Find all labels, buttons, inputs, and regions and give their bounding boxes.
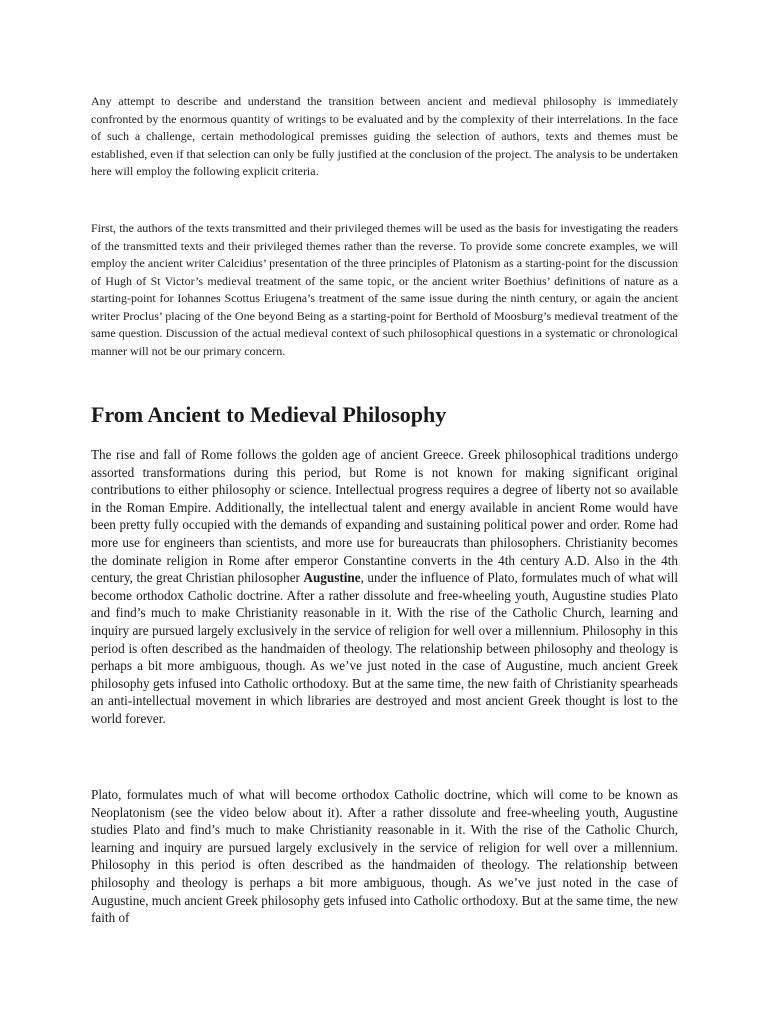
body-paragraph-1 <box>91 446 678 728</box>
intro-paragraph-2: First, the authors of the texts transmitted and their privileged themes will be used as the basis for investigating the readers of the transmitted texts and their privileged themes rather than the reverse. To provide some concrete examples, we will employ the ancient writer Calcidius’ presentation of the three principles of Platonism as a starting-point for the discussion of Hugh of St Victor’s medieval treatment of the same topic, or the ancient writer Boethius’ definitions of nature as a starting-point for Iohannes Scottus Eriugena’s treatment of the same issue during the ninth century, or again the ancient writer Proclus’ placing of the One beyond Being as a starting-point for Berthold of Moosburg’s medieval treatment of the same question. Discussion of the actual medieval context of such philosophical questions in a systematic or chronological manner will not be our primary concern. <box>91 221 678 358</box>
intro-paragraph-1: Any attempt to describe and understand the transition between ancient and medieval philosophy is immediately confronted by the enormous quantity of writings to be evaluated and by the complexity of their interrelations. In the face of such a challenge, certain methodological premisses guiding the selection of authors, texts and themes must be established, even if that selection can only be fully justified at the conclusion of the project. The analysis to be undertaken here will employ the following explicit criteria. <box>91 94 678 178</box>
section-heading: From Ancient to Medieval Philosophy <box>91 402 447 427</box>
body-paragraph-1-text-a: The rise and fall of Rome follows the golden age of ancient Greece. Greek philosophical traditions undergo assorted transformations during this period, but Rome is not known for making significant original contributions to either philosophy or science. Intellectual progress requires a degree of liberty not so available in the Roman Empire. Additionally, the intellectual talent and energy available in ancient Rome would have been pretty fully occupied with the demands of expanding and sustaining political power and order. Rome had more use for engineers than scientists, and more use for bureaucrats than philosophers. Christianity becomes the dominate religion in Rome after emperor Constantine converts in the 4th century A.D. Also in the 4th century, the great Christian philosopher <box>91 447 678 586</box>
augustine-bold-term: Augustine <box>303 570 361 586</box>
body-paragraph-2: Plato, formulates much of what will become orthodox Catholic doctrine, which will come to be known as Neoplatonism (see the video below about it). After a rather dissolute and free-wheeling youth, Augustine studies Plato and find’s much to make Christianity reasonable in it. With the rise of the Catholic Church, learning and inquiry are pursued largely exclusively in the service of religion for well over a millennium. Philosophy in this period is often described as the handmaiden of theology. The relationship between philosophy and theology is perhaps a bit more ambiguous, though. As we’ve just noted in the case of Augustine, much ancient Greek philosophy gets infused into Catholic orthodoxy. But at the same time, the new faith of <box>91 787 678 926</box>
body-paragraph-1-text-b: , under the influence of Plato, formulates much of what will become orthodox Catholic doctrine. After a rather dissolute and free-wheeling youth, Augustine studies Plato and find’s much to make Christianity reasonable in it. With the rise of the Catholic Church, learning and inquiry are pursued largely exclusively in the service of religion for well over a millennium. Philosophy in this period is often described as the handmaiden of theology. The relationship between philosophy and theology is perhaps a bit more ambiguous, though. As we’ve just noted in the case of Augustine, much ancient Greek philosophy gets infused into Catholic orthodoxy. But at the same time, the new faith of Christianity spearheads an anti-intellectual movement in which libraries are destroyed and most ancient Greek thought is lost to the world forever. <box>91 570 678 726</box>
